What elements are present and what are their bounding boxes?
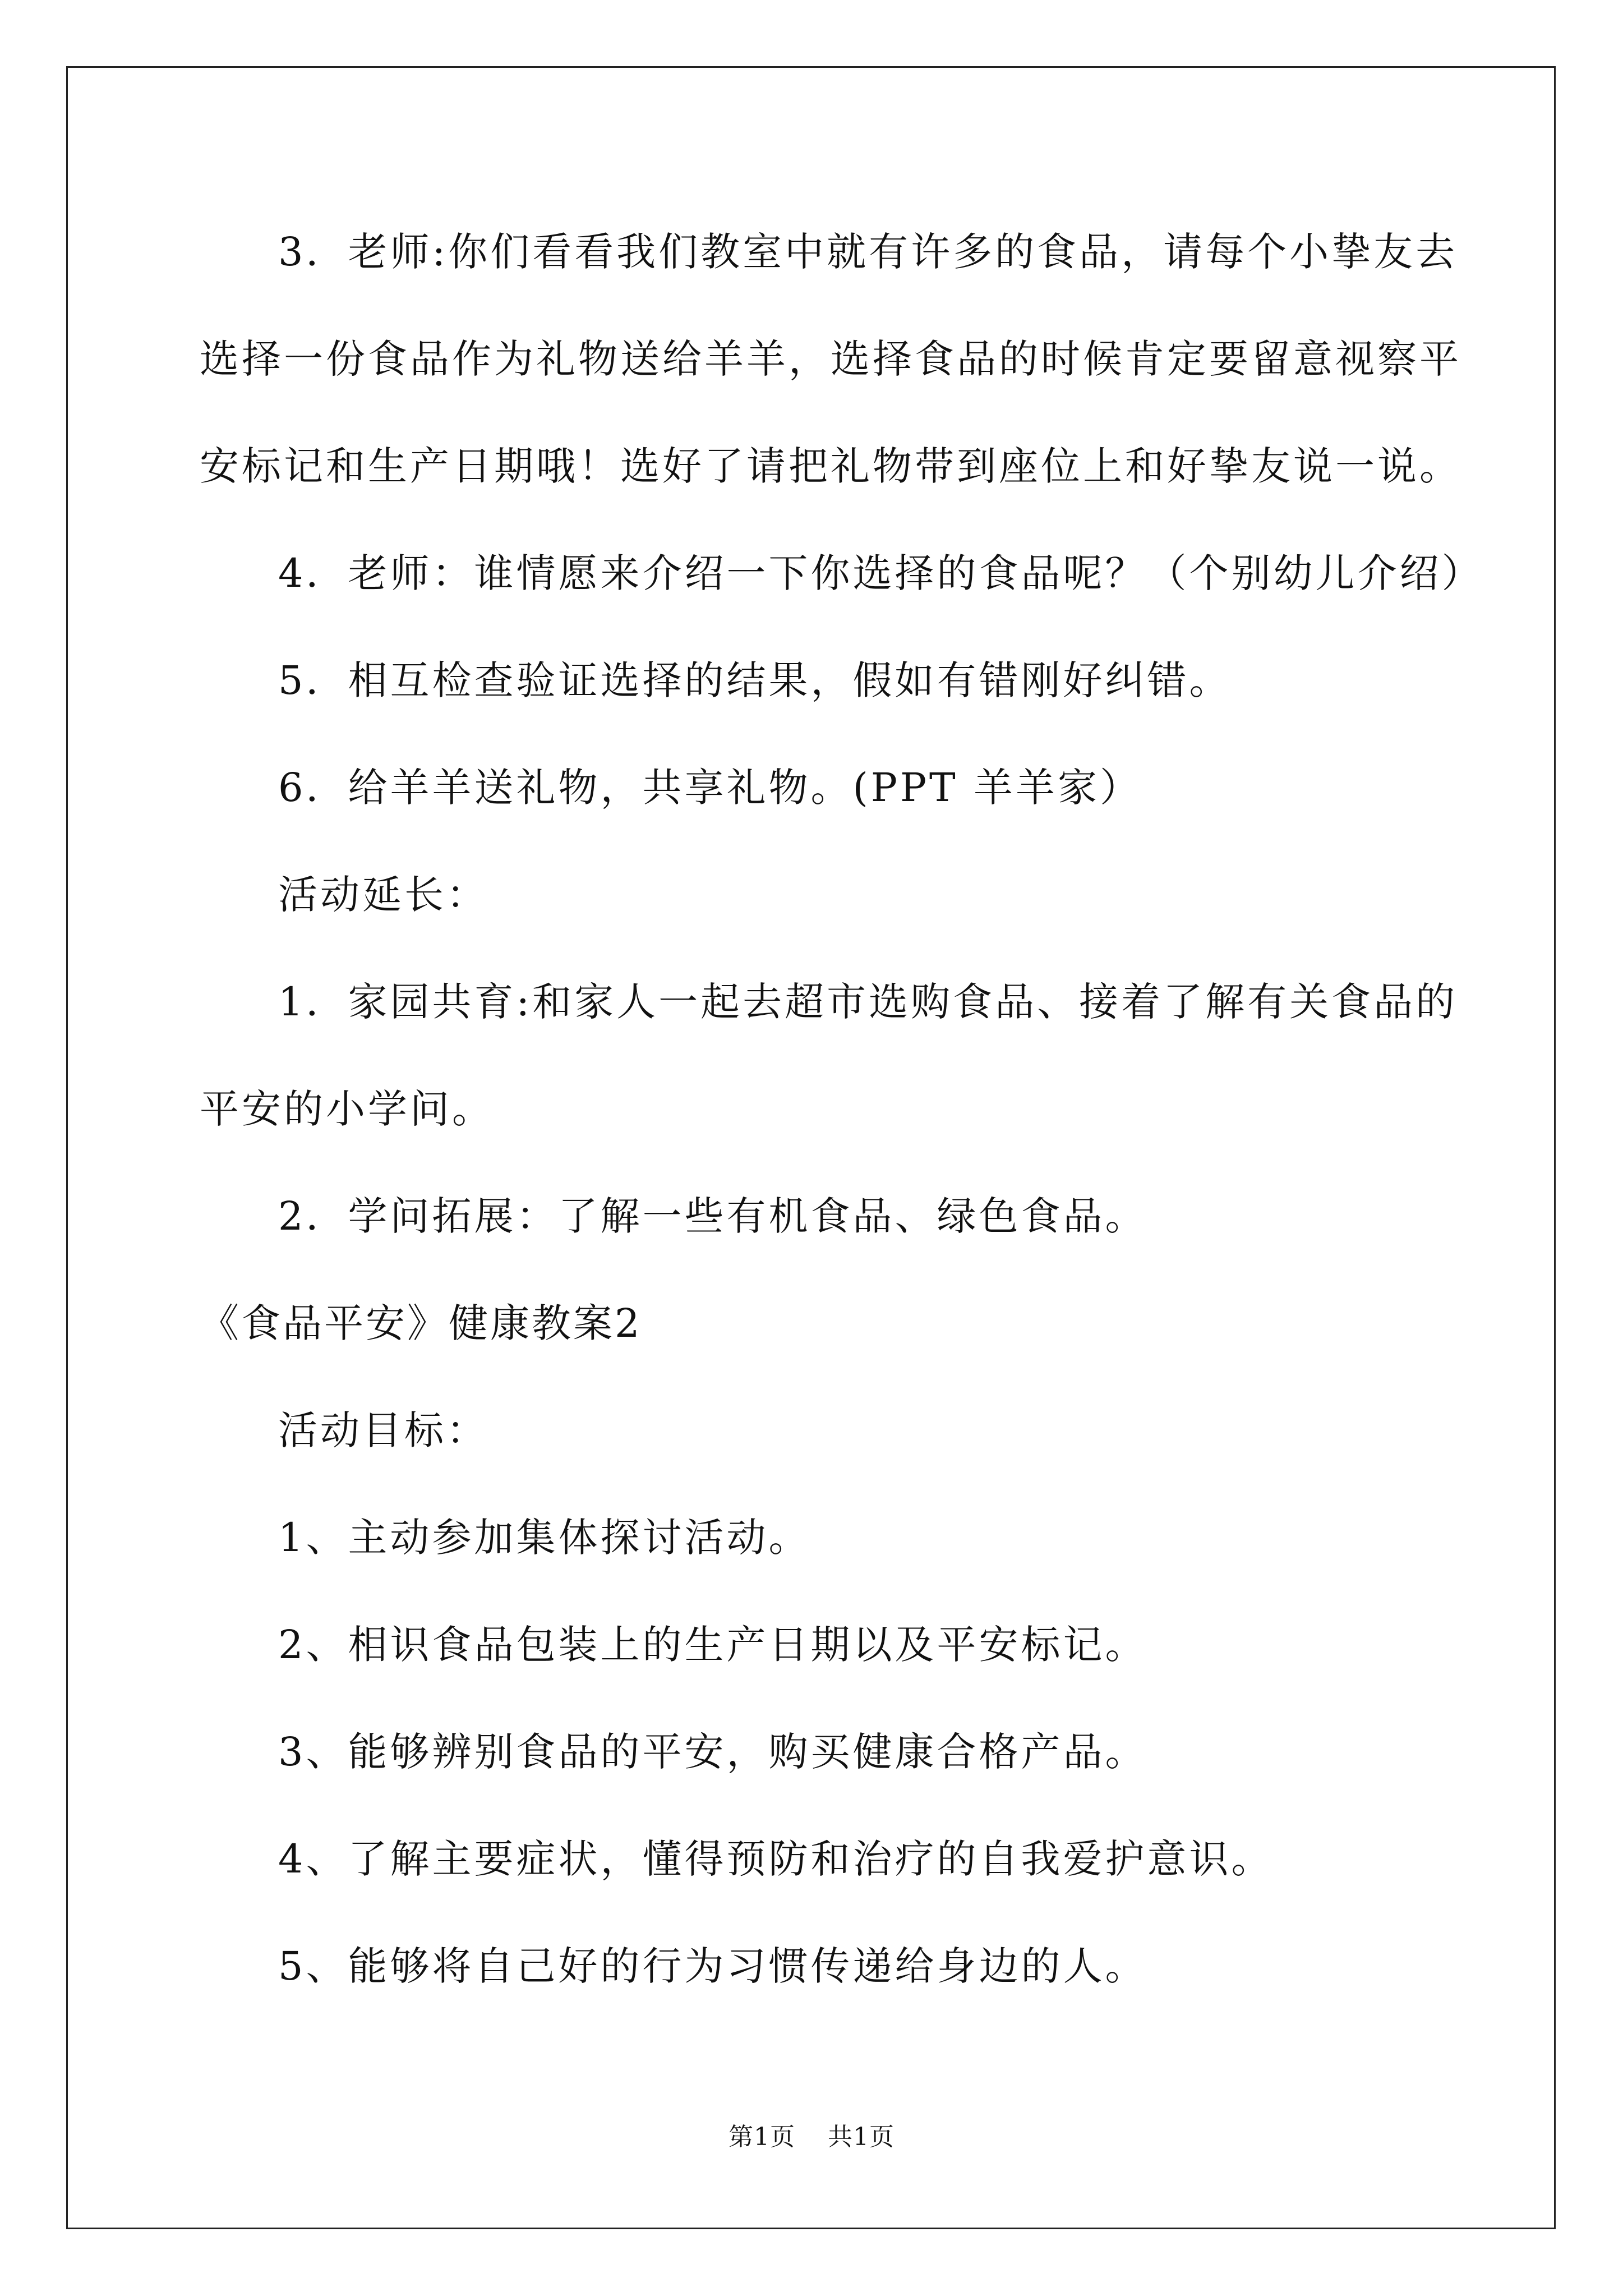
paragraph-line: 5．相互检查验证选择的结果，假如有错刚好纠错。 <box>278 657 1232 703</box>
page-border <box>66 66 1556 2229</box>
section-label: 活动目标： <box>278 1407 488 1453</box>
list-item: 5、能够将自己好的行为习惯传递给身边的人。 <box>278 1943 1147 1989</box>
paragraph-line: 2．学问拓展：了解一些有机食品、绿色食品。 <box>278 1193 1147 1239</box>
paragraph-line: 4．老师：谁情愿来介绍一下你选择的食品呢？（个别幼儿介绍） <box>278 550 1484 596</box>
list-item: 2、相识食品包装上的生产日期以及平安标记。 <box>278 1622 1147 1668</box>
section-label: 活动延长： <box>278 872 488 918</box>
list-item: 4、了解主要症状，懂得预防和治疗的自我爱护意识。 <box>278 1836 1274 1882</box>
page-total: 共1页 <box>828 2123 895 2151</box>
paragraph-line: 6．给羊羊送礼物，共享礼物。(PPT 羊羊家） <box>278 765 1142 811</box>
paragraph-line: 平安的小学问。 <box>200 1086 494 1132</box>
paragraph-line: 3．老师:你们看看我们教室中就有许多的食品，请每个小挚友去 <box>278 229 1458 275</box>
paragraph-line: 选择一份食品作为礼物送给羊羊，选择食品的时候肯定要留意视察平 <box>200 336 1461 382</box>
paragraph-line: 1．家园共育:和家人一起去超市选购食品、接着了解有关食品的 <box>278 979 1458 1025</box>
document-heading: 《食品平安》健康教案2 <box>200 1300 642 1346</box>
paragraph-line: 安标记和生产日期哦！选好了请把礼物带到座位上和好挚友说一说。 <box>200 443 1461 489</box>
page-footer <box>0 2125 1623 2150</box>
list-item: 1、主动参加集体探讨活动。 <box>278 1515 811 1561</box>
list-item: 3、能够辨别食品的平安，购买健康合格产品。 <box>278 1729 1147 1775</box>
page-number: 第1页 <box>728 2123 795 2151</box>
